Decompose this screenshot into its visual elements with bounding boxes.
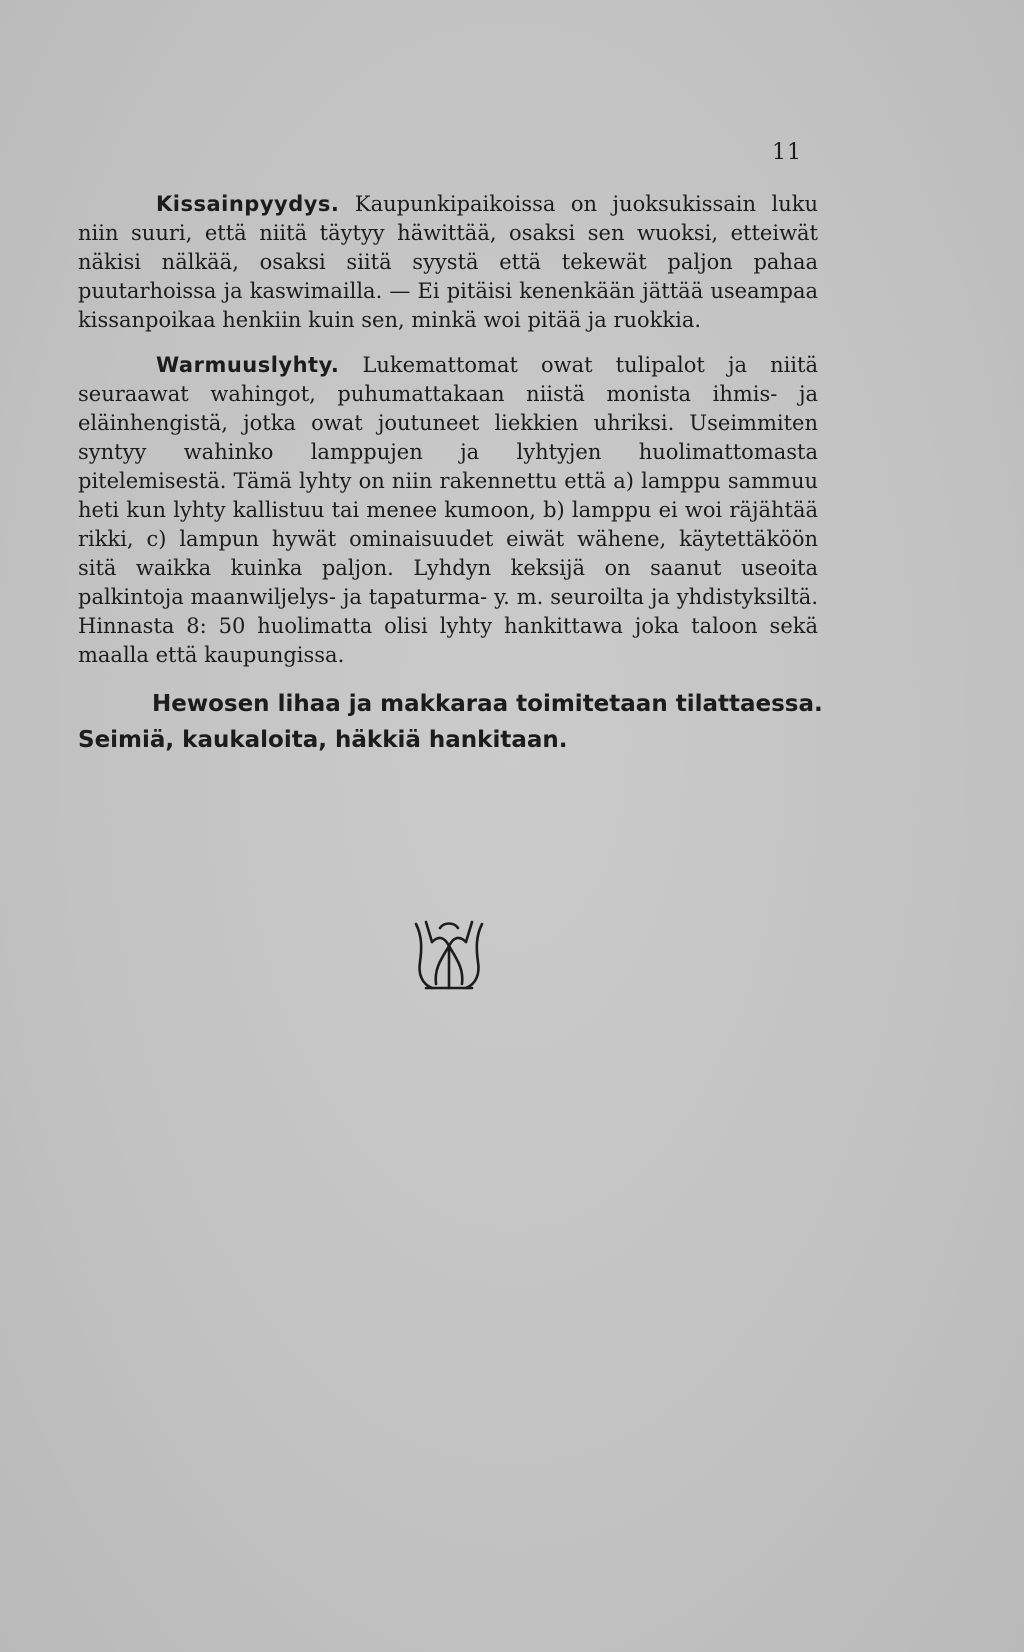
notice-horse-meat: Hewosen lihaa ja makkaraa toimitetaan tilattaessa.: [152, 691, 823, 717]
paragraph-text: Kaupunkipaikoissa on juoksukissain luku niin suuri, että niitä täytyy häwittää, osaksi sen wuoksi, etteiwät näkisi nälkää, osaksi siitä syystä että tekewät paljon pahaa puutarhoissa ja kaswimailla. — Ei pitäisi kenenkään jättää useampaa kissanpoikaa henkiin kuin sen, minkä woi pitää ja ruokkia.: [78, 192, 818, 332]
page-number: 11: [772, 140, 802, 165]
paragraph-safety-lantern: [78, 351, 818, 670]
paragraph-heading: Warmuuslyhty.: [156, 353, 340, 377]
paragraph-heading: Kissainpyydys.: [156, 192, 340, 216]
article-body: [78, 190, 823, 758]
paragraph-cat-trap: [78, 190, 818, 335]
art-nouveau-tulip-ornament-icon: [412, 918, 486, 992]
notice-mangers: Seimiä, kaukaloita, häkkiä hankitaan.: [78, 727, 568, 753]
paragraph-text: Lukemattomat owat tulipalot ja niitä seuraawat wahingot, puhumattakaan niistä monista ihmis- ja eläinhengistä, jotka owat joutuneet liekkien uhriksi. Useimmiten syntyy wahinko lamppujen ja lyhtyjen huolimattomasta pitelemisestä. Tämä lyhty on niin rakennettu että a) lamppu sammuu heti kun lyhty kallistuu tai menee kumoon, b) lamppu ei woi räjähtää rikki, c) lampun hywät ominaisuudet eiwät wähene, käytettäköön sitä waikka kuinka paljon. Lyhdyn keksijä on saanut useoita palkintoja maanwiljelys- ja tapaturma- y. m. seuroilta ja yhdistyksiltä. Hinnasta 8: 50 huolimatta olisi lyhty hankittawa joka taloon sekä maalla että kaupungissa.: [78, 353, 818, 667]
